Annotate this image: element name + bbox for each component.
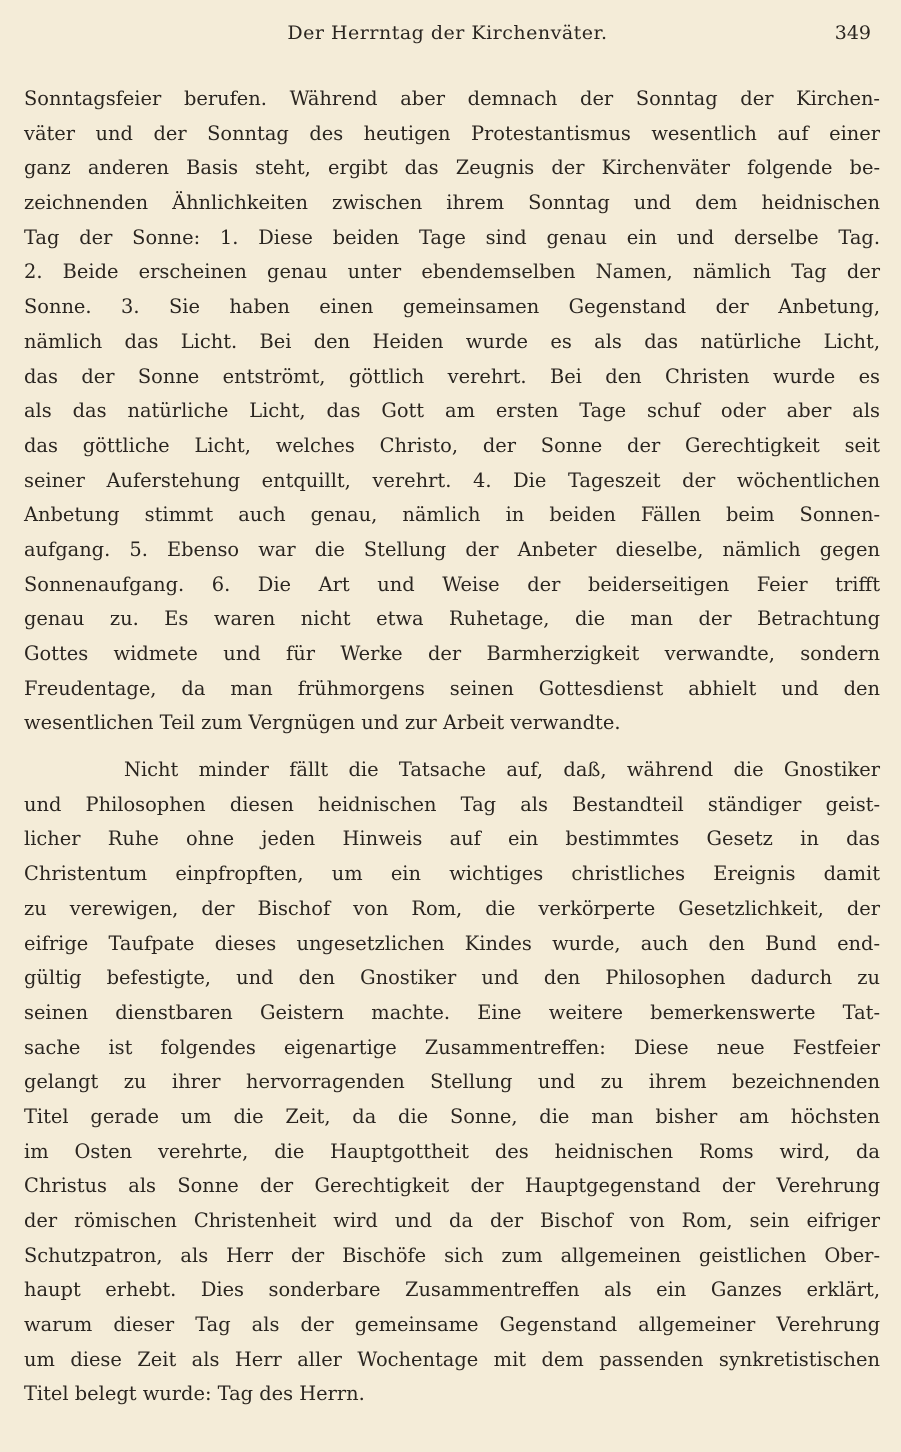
text-line: Gottes widmete und für Werke der Barmherzigkeit verwandte, sondern [24, 642, 880, 665]
text-line: das göttliche Licht, welches Christo, der Sonne der Gerechtigkeit seit [24, 433, 880, 457]
text-line: Sonne. 3. Sie haben einen gemeinsamen Gegenstand der Anbetung, [24, 295, 880, 319]
running-title: Der Herrntag der Kirchenväter. [287, 22, 608, 44]
text-line: Tag der Sonne: 1. Diese beiden Tage sind genau ein und derselbe Tag. [24, 225, 880, 249]
running-head [24, 22, 871, 48]
text-line: licher Ruhe ohne jeden Hinweis auf ein bestimmtes Gesetz in das [24, 827, 880, 851]
text-line: sache ist folgendes eigenartige Zusammentreffen: Diese neue Festfeier [24, 1035, 880, 1059]
text-line: Nicht minder fällt die Tatsache auf, daß, während die Gnostiker [124, 758, 880, 782]
text-line: das der Sonne entströmt, göttlich verehrt. Bei den Christen wurde es [24, 364, 880, 388]
text-line: ganz anderen Basis steht, ergibt das Zeugnis der Kirchenväter folgende be- [24, 156, 880, 180]
text-line: Sonntagsfeier berufen. Während aber demnach der Sonntag der Kirchen- [24, 87, 880, 110]
text-line: haupt erhebt. Dies sonderbare Zusammentreffen als ein Ganzes erklärt, [24, 1278, 880, 1302]
text-line: Christus als Sonne der Gerechtigkeit der Hauptgegenstand der Verehrung [24, 1174, 880, 1198]
text-line: Schutzpatron, als Herr der Bischöfe sich zum allgemeinen geistlichen Ober- [24, 1243, 880, 1267]
text-line: als das natürliche Licht, das Gott am ersten Tage schuf oder aber als [24, 399, 880, 423]
text-line: eifrige Taufpate dieses ungesetzlichen Kindes wurde, auch den Bund end- [24, 931, 880, 955]
text-line: gültig befestigte, und den Gnostiker und den Philosophen dadurch zu [24, 966, 880, 990]
text-line: im Osten verehrte, die Hauptgottheit des heidnischen Roms wird, da [24, 1139, 880, 1163]
text-line: gelangt zu ihrer hervorragenden Stellung und zu ihrem bezeichnenden [24, 1070, 880, 1094]
text-line: Titel belegt wurde: Tag des Herrn. [24, 1382, 365, 1406]
text-line: seiner Auferstehung entquillt, verehrt. 4. Die Tageszeit der wöchentlichen [24, 468, 880, 492]
page-number: 349 [834, 22, 871, 44]
paragraph-1 [24, 82, 880, 741]
text-line: Anbetung stimmt auch genau, nämlich in beiden Fällen beim Sonnen- [24, 503, 880, 527]
paragraph-2 [24, 753, 880, 1412]
text-line: der römischen Christenheit wird und da der Bischof von Rom, sein eifriger [24, 1209, 880, 1232]
text-line: wesentlichen Teil zum Vergnügen und zur Arbeit verwandte. [24, 711, 621, 735]
text-line: Sonnenaufgang. 6. Die Art und Weise der beiderseitigen Feier trifft [24, 572, 880, 596]
text-line: zu verewigen, der Bischof von Rom, die verkörperte Gesetzlichkeit, der [24, 896, 880, 920]
text-line: warum dieser Tag als der gemeinsame Gegenstand allgemeiner Verehrung [24, 1313, 880, 1337]
text-line: genau zu. Es waren nicht etwa Ruhetage, die man der Betrachtung [24, 607, 880, 631]
text-line: Christentum einpfropften, um ein wichtiges christliches Ereignis damit [24, 862, 880, 886]
text-line: seinen dienstbaren Geistern machte. Eine weitere bemerkenswerte Tat- [24, 1000, 880, 1024]
text-line: Freudentage, da man frühmorgens seinen Gottesdienst abhielt und den [24, 676, 880, 700]
text-line: 2. Beide erscheinen genau unter ebendemselben Namen, nämlich Tag der [24, 260, 880, 284]
text-line: um diese Zeit als Herr aller Wochentage mit dem passenden synkretistischen [24, 1347, 880, 1371]
text-line: und Philosophen diesen heidnischen Tag als Bestandteil ständiger geist- [24, 792, 880, 816]
text-line: väter und der Sonntag des heutigen Protestantismus wesentlich auf einer [24, 121, 880, 145]
text-line: nämlich das Licht. Bei den Heiden wurde es als das natürliche Licht, [24, 329, 880, 353]
text-line: zeichnenden Ähnlichkeiten zwischen ihrem Sonntag und dem heidnischen [24, 191, 880, 215]
body-text [24, 82, 880, 1412]
text-line: Titel gerade um die Zeit, da die Sonne, die man bisher am höchsten [24, 1104, 880, 1128]
text-line: aufgang. 5. Ebenso war die Stellung der Anbeter dieselbe, nämlich gegen [24, 537, 880, 561]
